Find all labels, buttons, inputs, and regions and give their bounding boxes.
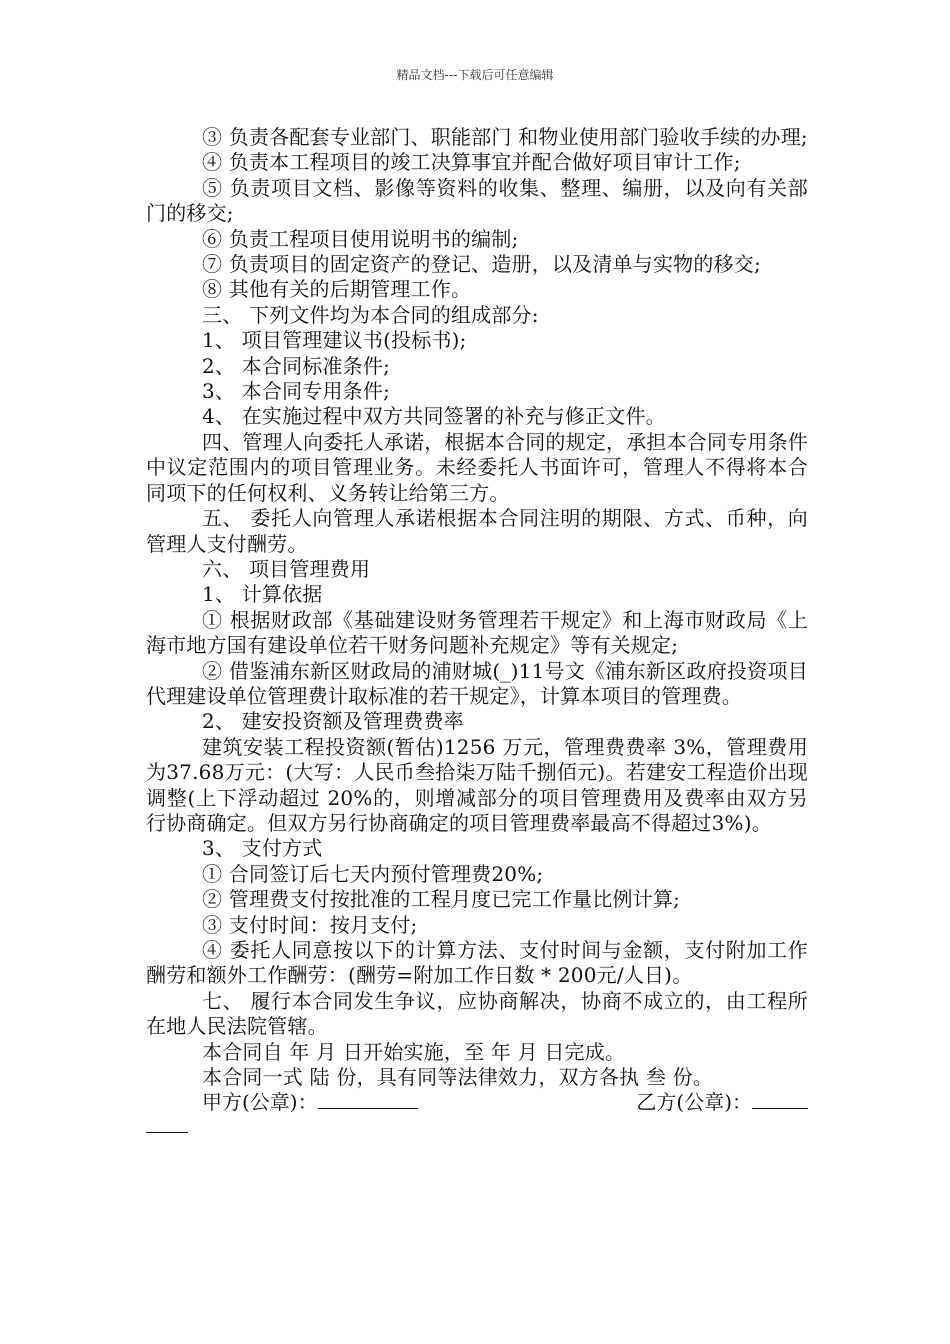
paragraph: ⑦ 负责项目的固定资产的登记、造册，以及清单与实物的移交; [202,252,761,277]
signature-blank-continuation [146,1116,808,1137]
list-item: 4、 在实施过程中双方共同签署的补充与修正文件。 [202,404,666,429]
page-header: 精品文档---下载后可任意编辑 [396,68,554,82]
party-b-blank [752,1090,808,1109]
paragraph: ① 根据财政部《基础建设财务管理若干规定》和上海市财政局《上海市地方国有建设单位若干财务问题补充规定》等有关规定; [146,607,808,658]
section-heading: 三、 下列文件均为本合同的组成部分: [202,302,539,327]
party-b-label: 乙方(公章)： [636,1090,752,1115]
party-a-label: 甲方(公章)： [202,1090,318,1115]
party-b-signature [636,1090,808,1115]
list-item: ① 合同签订后七天内预付管理费20%; [202,861,544,886]
paragraph: ④ 负责本工程项目的竣工决算事宜并配合做好项目审计工作; [202,150,741,175]
paragraph: 本合同一式 陆 份，具有同等法律效力，双方各执 叁 份。 [202,1065,714,1090]
list-item: ② 管理费支付按批准的工程月度已完工作量比例计算; [202,887,681,912]
paragraph: ③ 负责各配套专业部门、职能部门 和物业使用部门验收手续的办理; [202,125,808,149]
subsection-heading: 3、 支付方式 [202,836,323,861]
blank-line [146,1116,188,1133]
paragraph: 建筑安装工程投资额(暂估)1256 万元，管理费费率 3%，管理费用为37.68万元：(大写：人民币叁拾柒万陆千捌佰元)。若建安工程造价出现调整(上下浮动超过 20%的，则增减部分的项目管理费用及费率由双方另行协商确定。但双方另行协商确定的项目管理费率最高不得超过3%)。 [146,734,808,835]
party-a-signature [202,1090,418,1115]
paragraph: ⑤ 负责项目文档、影像等资料的收集、整理、编册，以及向有关部门的移交; [146,175,808,226]
section-heading: 六、 项目管理费用 [202,556,371,581]
paragraph: 本合同自 年 月 日开始实施，至 年 月 日完成。 [202,1039,626,1064]
paragraph: 七、 履行本合同发生争议，应协商解决，协商不成立的，由工程所在地人民法院管辖。 [146,988,808,1039]
list-item: 2、 本合同标准条件; [202,353,391,378]
signature-row [146,1090,808,1115]
list-item: ③ 支付时间：按月支付; [202,912,418,937]
list-item: 1、 项目管理建议书(投标书); [202,328,467,353]
subsection-heading: 2、 建安投资额及管理费费率 [202,709,464,734]
paragraph: ② 借鉴浦东新区财政局的浦财城(_)11号文《浦东新区政府投资项目代理建设单位管理费计取标准的若干规定》，计算本项目的管理费。 [146,658,808,708]
paragraph: ⑥ 负责工程项目使用说明书的编制; [202,226,519,251]
paragraph: 五、 委托人向管理人承诺根据本合同注明的期限、方式、币种，向管理人支付酬劳。 [146,506,808,556]
list-item: 3、 本合同专用条件; [202,379,391,404]
list-item: ④ 委托人同意按以下的计算方法、支付时间与金额，支付附加工作酬劳和额外工作酬劳：(酬劳=附加工作日数 * 200元/人日)。 [146,938,808,988]
party-a-blank [318,1090,418,1109]
subsection-heading: 1、 计算依据 [202,582,323,607]
document-body [146,125,808,1137]
paragraph: ⑧ 其他有关的后期管理工作。 [202,277,472,302]
paragraph: 四、管理人向委托人承诺，根据本合同的规定，承担本合同专用条件中议定范围内的项目管理业务。未经委托人书面许可，管理人不得将本合同项下的任何权利、义务转让给第三方。 [146,429,808,505]
